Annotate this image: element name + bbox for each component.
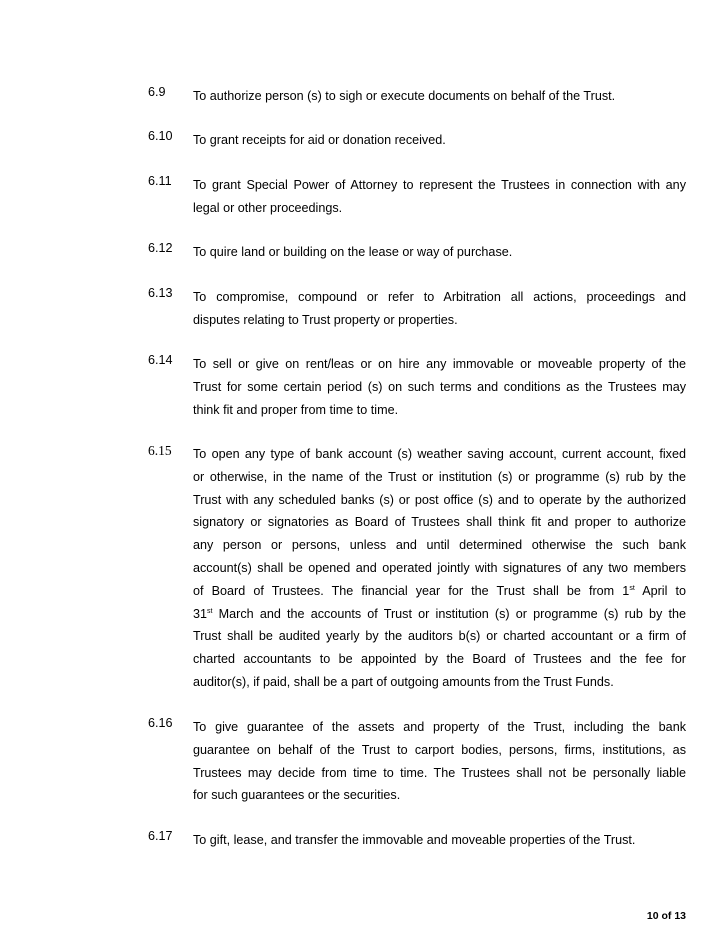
ordinal-suffix: st: [629, 584, 635, 592]
clause-line: account(s) shall be opened and operated jointly with signatures of any two members: [193, 560, 686, 575]
clause-text: [193, 716, 686, 807]
clause-number: 6.12: [148, 241, 173, 255]
clause-text: [193, 443, 686, 694]
clause-6-11: [148, 174, 686, 220]
clause-line: auditor(s), if paid, shall be a part of outgoing amounts from the Trust Funds.: [193, 674, 614, 689]
clause-6-9: [148, 85, 686, 108]
clause-6-15: [148, 443, 686, 694]
ordinal-suffix: st: [207, 607, 213, 615]
clause-text: [193, 286, 686, 332]
clause-line: To compromise, compound or refer to Arbitration all actions, proceedings and: [193, 290, 686, 304]
day-number: 1: [622, 583, 630, 598]
clause-6-10: [148, 129, 686, 152]
clause-text: [193, 353, 686, 421]
clause-text-segment: of Board of Trustees. The financial year for the Trust shall be from: [193, 583, 615, 598]
clause-line: To quire land or building on the lease or way of purchase.: [193, 245, 513, 259]
clause-text: [193, 241, 686, 264]
clause-number: 6.10: [148, 129, 173, 143]
clause-line-march: [193, 603, 686, 626]
clause-line: Trust shall be audited yearly by the auditors b(s) or charted accountant or a firm of: [193, 629, 686, 644]
clause-number: 6.15: [148, 443, 172, 458]
clause-number: 6.13: [148, 286, 173, 300]
clause-line: To give guarantee of the assets and property of the Trust, including the bank: [193, 720, 686, 734]
clause-number: 6.14: [148, 353, 173, 367]
clause-line: any person or persons, unless and until determined otherwise the such bank: [193, 538, 686, 553]
clause-number: 6.17: [148, 829, 173, 843]
day-number: 31: [193, 606, 208, 621]
clause-line: To grant receipts for aid or donation received.: [193, 133, 446, 147]
clause-line: or otherwise, in the name of the Trust or institution (s) or programme (s) rub by the: [193, 469, 686, 484]
clause-number: 6.11: [148, 174, 172, 188]
page-number: 10 of 13: [646, 910, 686, 922]
clause-6-16: [148, 716, 686, 807]
clause-6-14: [148, 353, 686, 421]
clause-number: 6.16: [148, 716, 173, 730]
clause-line: charted accountants to be appointed by the Board of Trustees and the fee for: [193, 652, 686, 667]
clause-line: Trust for some certain period (s) on such terms and conditions as the Trustees may: [193, 379, 686, 394]
clause-line: think fit and proper from time to time.: [193, 402, 399, 417]
clause-text: [193, 129, 686, 152]
clause-line: disputes relating to Trust property or properties.: [193, 312, 458, 327]
clause-line: To sell or give on rent/leas or on hire any immovable or moveable property of the: [193, 357, 686, 371]
clause-text: [193, 829, 686, 852]
clause-text-segment: March and the accounts of Trust or institution (s) or programme (s) rub by the: [218, 606, 686, 621]
clause-line: Trustees may decide from time to time. The Trustees shall not be personally liable: [193, 765, 686, 780]
clause-line: guarantee on behalf of the Trust to carport bodies, persons, firms, institutions, as: [193, 742, 686, 757]
clause-text-segment: April to: [642, 583, 686, 598]
clause-6-12: [148, 241, 686, 264]
clause-line: for such guarantees or the securities.: [193, 788, 401, 803]
clause-line: To gift, lease, and transfer the immovable and moveable properties of the Trust.: [193, 833, 636, 847]
clause-line-financial-year: [193, 580, 686, 603]
clause-line: To grant Special Power of Attorney to represent the Trustees in connection with any: [193, 178, 686, 192]
clause-line: Trust with any scheduled banks (s) or post office (s) and to operate by the authorized: [193, 492, 686, 507]
clause-6-13: [148, 286, 686, 332]
clause-line: signatory or signatories as Board of Trustees shall think fit and proper to authorize: [193, 515, 686, 530]
clause-line: legal or other proceedings.: [193, 200, 343, 215]
clause-text: [193, 174, 686, 220]
date-start: [622, 584, 686, 598]
clause-text: [193, 85, 686, 108]
clause-line: To authorize person (s) to sigh or execute documents on behalf of the Trust.: [193, 89, 616, 103]
clause-number: 6.9: [148, 85, 166, 99]
clause-6-17: [148, 829, 686, 852]
clause-line: To open any type of bank account (s) weather saving account, current account, fixed: [193, 447, 686, 461]
